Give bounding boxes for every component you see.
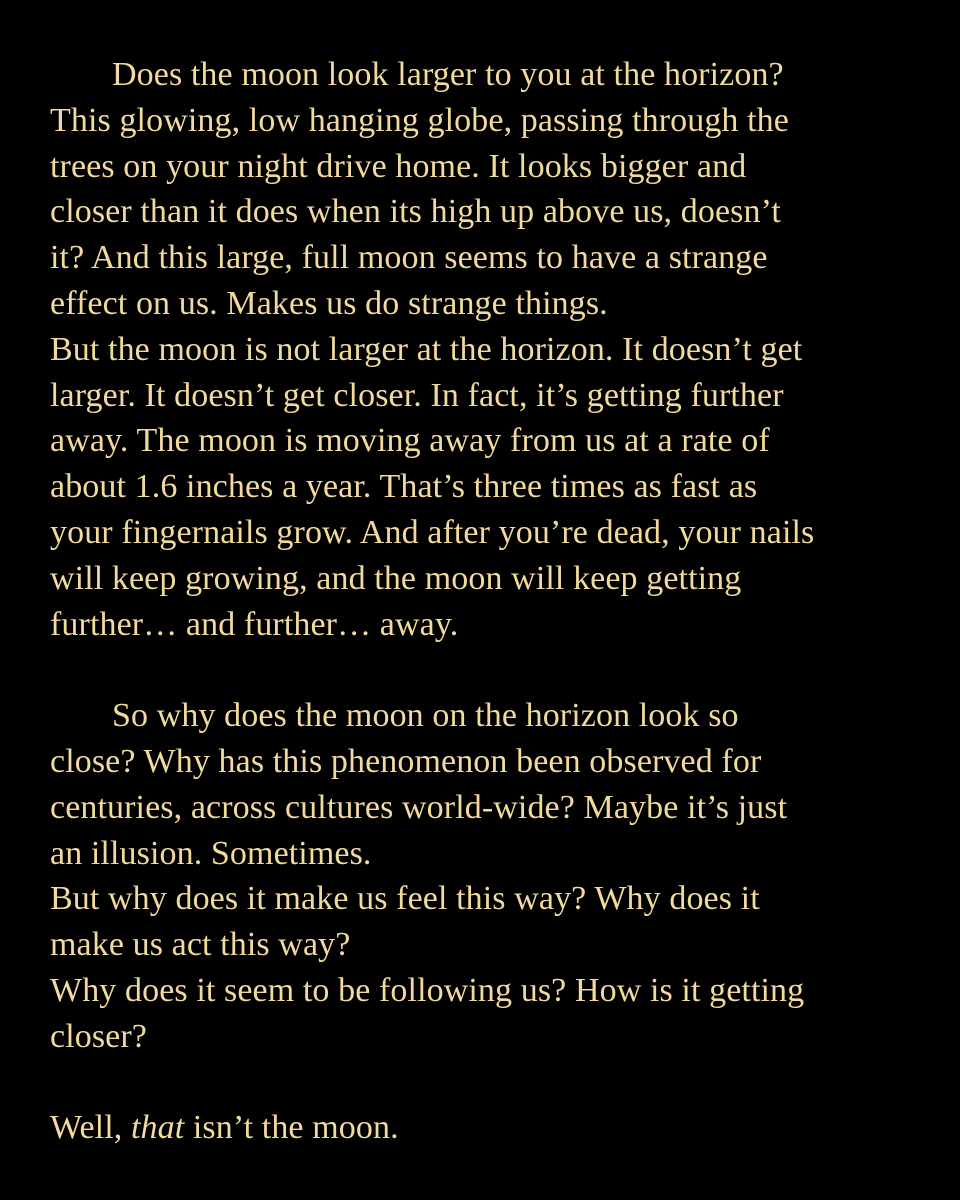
text-line: it? And this large, full moon seems to have a strange [50,239,768,277]
text-line: close? Why has this phenomenon been observed for [50,742,762,780]
text-line: further… and further… away. [50,605,459,643]
paragraph-4 [50,876,930,968]
text-line: an illusion. Sometimes. [50,834,372,872]
text-line: will keep growing, and the moon will keep getting [50,559,742,597]
text-line: Why does it seem to be following us? How is it getting [50,971,805,1009]
text-line: closer than it does when its high up above us, doesn’t [50,193,781,231]
paragraph-spacer [50,647,930,693]
closing-text-before: Well, [50,1109,131,1147]
text-line: closer? [50,1017,147,1055]
text-page [50,52,930,1151]
text-line: trees on your night drive home. It looks bigger and [50,147,747,185]
text-line: your fingernails grow. And after you’re dead, your nails [50,513,815,551]
text-line: This glowing, low hanging globe, passing through the [50,101,789,139]
paragraph-spacer [50,1060,930,1106]
text-line: But why does it make us feel this way? Why does it [50,880,760,918]
text-line: away. The moon is moving away from us at a rate of [50,422,770,460]
text-line: about 1.6 inches a year. That’s three times as fast as [50,468,758,506]
text-line: Does the moon look larger to you at the horizon? [112,56,784,93]
text-line: make us act this way? [50,926,351,964]
paragraph-2 [50,327,930,648]
text-line: larger. It doesn’t get closer. In fact, it’s getting further [50,376,784,414]
closing-emphasis: that [130,1109,185,1147]
closing-text-after: isn’t the moon. [184,1109,399,1147]
paragraph-1 [50,52,930,327]
text-line: centuries, across cultures world-wide? Maybe it’s just [50,788,788,826]
text-line: But the moon is not larger at the horizon. It doesn’t get [50,330,803,368]
closing-line [50,1105,930,1151]
paragraph-5 [50,968,930,1060]
paragraph-3 [50,693,930,876]
text-line: effect on us. Makes us do strange things. [50,284,608,322]
text-line: So why does the moon on the horizon look so [112,697,739,735]
